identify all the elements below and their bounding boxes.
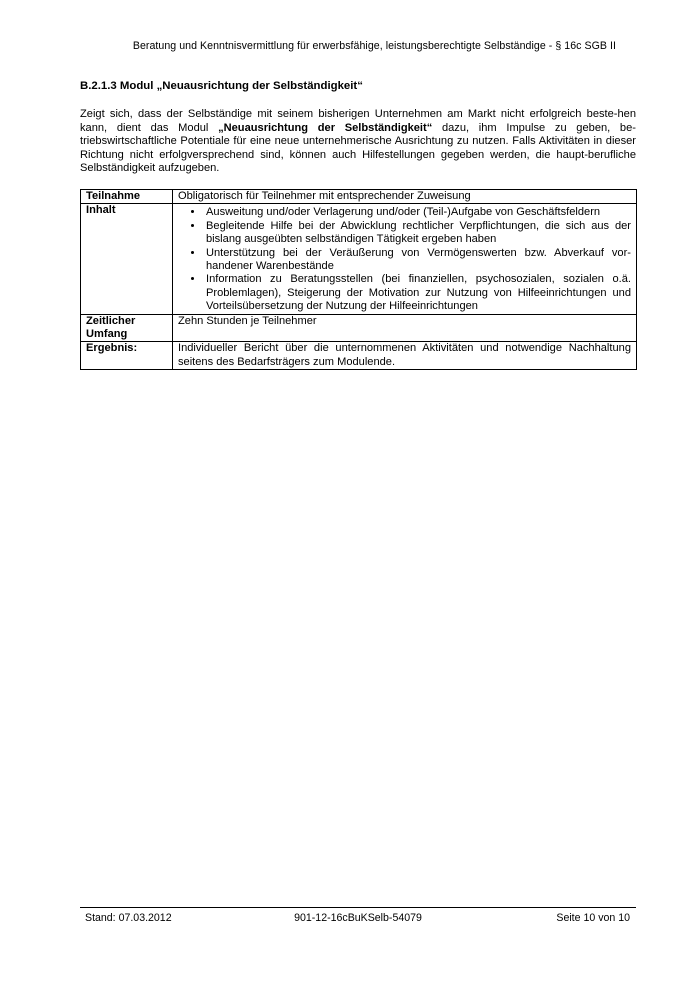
table-row-ergebnis [81, 342, 637, 370]
inhalt-label: Inhalt [81, 204, 173, 314]
intro-paragraph [80, 108, 636, 176]
table-row-teilnahme [81, 190, 637, 204]
ergebnis-value: Individueller Bericht über die unternommenen Aktivitäten und notwendige Nachhaltung seitens des Bedarfsträgers zum Modulende. [173, 342, 637, 370]
page-header: Beratung und Kenntnisvermittlung für erwerbsfähige, leistungsberechtigte Selbständige - § 16c SGB II [132, 40, 616, 52]
intro-text-part2: dazu, ihm Impulse zu geben, be-triebswirtschaftliche Potentiale für eine neue unternehmerische Ausrichtung zu nutzen. Falls Aktivitäten in dieser Richtung nicht erfolgversprechend sind, können auch Hilfestellungen gegeben werden, die haupt-berufliche Selbständigkeit aufzugeben. [80, 121, 636, 175]
teilnahme-label: Teilnahme [81, 190, 173, 204]
inhalt-item: • Information zu Beratungsstellen (bei finanziellen, psychosozialen, sozialen o.ä. Problemlagen), Steigerung der Motivation zur Nutzung von Hilfeeinrichtungen und Vorteilsübersetzung der Nutzung der Hilfeeinrichtungen [204, 273, 631, 313]
intro-text-part1: Zeigt sich, dass der Selbständige mit seinem bisherigen Unternehmen am Markt nicht erfolgreich beste-hen kann, dient das Modul [80, 108, 636, 134]
inhalt-item: • Unterstützung bei der Veräußerung von Vermögenswerten bzw. Abverkauf vor-handener Warenbestände [204, 247, 631, 274]
inhalt-value [173, 204, 637, 314]
footer-date: Stand: 07.03.2012 [85, 912, 172, 924]
footer-page-number: Seite 10 von 10 [556, 912, 630, 924]
footer-divider [80, 907, 636, 908]
umfang-label: Zeitlicher Umfang [81, 314, 173, 342]
footer-document-id: 901-12-16cBuKSelb-54079 [294, 912, 422, 924]
ergebnis-label: Ergebnis: [81, 342, 173, 370]
intro-module-name: „Neuausrichtung der Selbständigkeit“ [218, 121, 433, 134]
inhalt-item: • Begleitende Hilfe bei der Abwicklung rechtlicher Verpflichtungen, die sich aus der bislang ausgeübten selbständigen Tätigkeit ergeben haben [204, 220, 631, 247]
table-row-inhalt [81, 204, 637, 314]
teilnahme-value: Obligatorisch für Teilnehmer mit entsprechender Zuweisung [173, 190, 637, 204]
module-table [80, 189, 637, 370]
umfang-value: Zehn Stunden je Teilnehmer [173, 314, 637, 342]
section-title: B.2.1.3 Modul „Neuausrichtung der Selbständigkeit“ [80, 80, 363, 92]
inhalt-item: • Ausweitung und/oder Verlagerung und/oder (Teil-)Aufgabe von Geschäftsfeldern [204, 206, 631, 219]
table-row-umfang [81, 314, 637, 342]
inhalt-list [178, 206, 631, 313]
